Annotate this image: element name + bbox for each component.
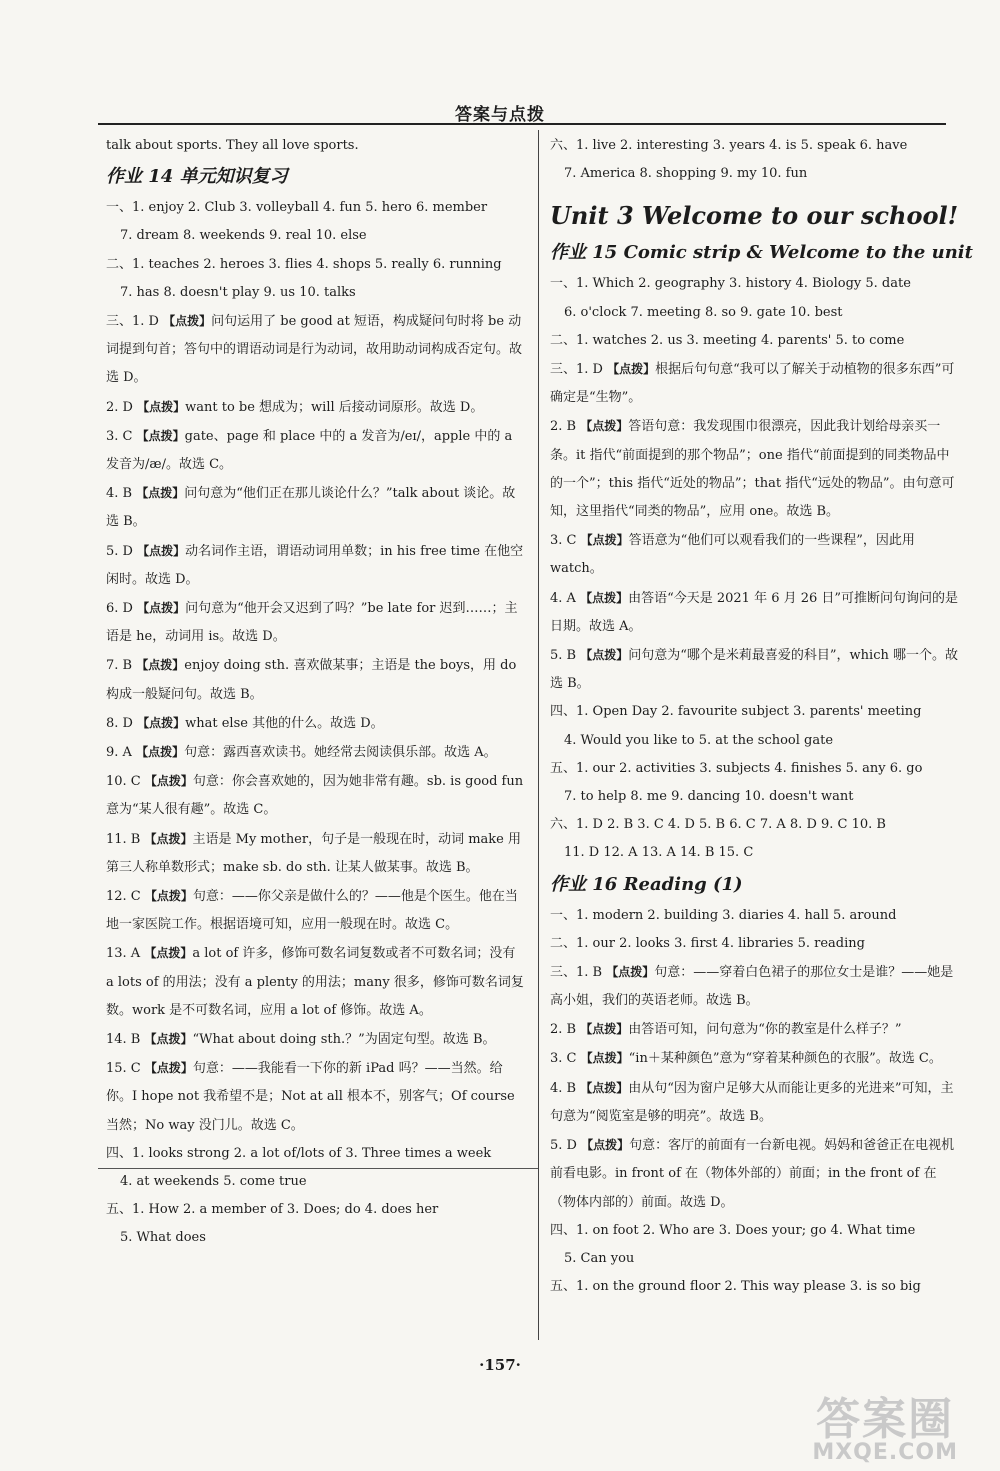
answer-explanation [106, 479, 526, 536]
tip-tag: 【点拨】 [136, 428, 185, 443]
explanation-text: 动名词作主语，谓语动词用单数；in his free time 在他空闲时。故选 D。 [106, 543, 524, 587]
answer-explanation [550, 584, 962, 641]
answer-line: 二、1. teaches 2. heroes 3. flies 4. shops 5. really 6. running [106, 256, 502, 272]
section-heading: 作业 15 Comic strip & Welcome to the unit [550, 242, 973, 264]
answer-explanation [106, 1025, 526, 1054]
tip-tag: 【点拨】 [580, 1022, 629, 1037]
tip-tag: 【点拨】 [580, 647, 629, 662]
answer-key: 4. B [550, 1080, 581, 1096]
section-heading: 作业 16 Reading (1) [550, 873, 743, 895]
answer-explanation [106, 738, 526, 767]
answer-explanation [106, 767, 526, 824]
answer-line: 6. o'clock 7. meeting 8. so 9. gate 10. best [564, 304, 843, 320]
tip-tag: 【点拨】 [144, 831, 193, 846]
answer-line: 7. to help 8. me 9. dancing 10. doesn't want [564, 788, 854, 804]
answer-key: 三、1. D [106, 313, 164, 329]
explanation-text: 由从句“因为窗户足够大从而能让更多的光进来”可知，主句意为“阅览室是够的明亮”。故选 B。 [550, 1080, 954, 1124]
answer-key: 7. B [106, 658, 137, 674]
answer-key: 8. D [106, 715, 138, 731]
tip-tag: 【点拨】 [580, 533, 629, 548]
answer-key: 3. C [550, 533, 581, 549]
unit-title: Unit 3 Welcome to our school! [550, 201, 959, 231]
explanation-text: 句意：露西喜欢读书。她经常去阅读俱乐部。故选 A。 [184, 744, 497, 760]
answer-explanation [106, 393, 526, 422]
answer-line: 六、1. D 2. B 3. C 4. D 5. B 6. C 7. A 8. D 9. C 10. B [550, 817, 886, 833]
explanation-text: 问句意为“他开会又迟到了吗？”be late for 迟到……；主语是 he，动词用 is。故选 D。 [106, 600, 518, 645]
watermark-text: 答案圈 [816, 1394, 955, 1445]
column-divider [538, 130, 539, 1340]
tip-tag: 【点拨】 [137, 543, 186, 558]
tip-tag: 【点拨】 [137, 600, 186, 615]
page-header-title: 答案与点拨 [455, 105, 545, 125]
answer-explanation [106, 939, 526, 1025]
answer-explanation [106, 422, 526, 479]
tip-tag: 【点拨】 [136, 658, 185, 673]
answer-key: 3. C [550, 1051, 581, 1067]
section-heading: 作业 14 单元知识复习 [106, 166, 288, 188]
tip-tag: 【点拨】 [606, 964, 655, 979]
answer-key: 5. D [106, 543, 138, 559]
tip-tag: 【点拨】 [580, 419, 629, 434]
answer-explanation [550, 355, 962, 412]
answer-line: 一、1. modern 2. building 3. diaries 4. hall 5. around [550, 907, 897, 923]
answer-explanation [550, 1074, 962, 1131]
answer-key: 14. B [106, 1032, 145, 1048]
answer-line: 四、1. Open Day 2. favourite subject 3. parents' meeting [550, 704, 922, 720]
answer-key: 12. C [106, 889, 145, 904]
explanation-text: 由答语“今天是 2021 年 6 月 26 日”可推断问句询问的是日期。故选 A。 [550, 590, 959, 634]
explanation-text: 由答语可知，问句意为“你的教室是什么样子？” [628, 1022, 902, 1038]
answer-explanation [550, 1015, 962, 1044]
explanation-text: 问句意为“哪个是米莉最喜爱的科目”，which 哪一个。故选 B。 [550, 647, 958, 692]
answer-explanation [106, 307, 526, 393]
answer-key: 11. B [106, 831, 145, 847]
tip-tag: 【点拨】 [144, 889, 193, 903]
explanation-text: 答语意为“他们可以观看我们的一些课程”，因此用 watch。 [550, 533, 915, 577]
tip-tag: 【点拨】 [580, 590, 629, 605]
answer-key: 3. C [106, 428, 137, 444]
explanation-text: 句意：——你父亲是做什么的？——他是个医生。他在当地一家医院工作。根据语境可知，应用一般现在时。故选 C。 [106, 889, 518, 933]
explanation-text: gate、page 和 place 中的 a 发音为/eɪ/，apple 中的 a 发音为/æ/。故选 C。 [106, 428, 513, 472]
watermark-logo [812, 1394, 958, 1465]
answer-line: talk about sports. They all love sports. [106, 138, 359, 153]
explanation-text: what else 其他的什么。故选 D。 [185, 715, 384, 731]
answer-key: 4. A [550, 590, 581, 606]
answer-key: 三、1. D [550, 361, 608, 377]
watermark-url: MXQE.COM [812, 1440, 958, 1465]
explanation-text: want to be 想成为；will 后接动词原形。故选 D。 [185, 399, 484, 415]
answer-line: 5. What does [120, 1230, 206, 1246]
answer-line: 7. dream 8. weekends 9. real 10. else [120, 228, 367, 244]
explanation-text: “What about doing sth.？”为固定句型。故选 B。 [192, 1032, 496, 1048]
explanation-text: 句意：——穿着白色裙子的那位女士是谁？——她是高小姐，我们的英语老师。故选 B。 [550, 964, 954, 1009]
answer-key: 15. C [106, 1061, 145, 1077]
answer-line: 五、1. our 2. activities 3. subjects 4. finishes 5. any 6. go [550, 760, 923, 776]
answer-explanation [550, 526, 962, 583]
tip-tag: 【点拨】 [136, 744, 185, 759]
answer-line: 四、1. looks strong 2. a lot of/lots of 3. Three times a week [106, 1145, 492, 1161]
answer-explanation [550, 412, 962, 526]
answer-key: 4. B [106, 486, 137, 502]
answer-line: 4. Would you like to 5. at the school gate [564, 732, 834, 748]
answer-key: 2. B [550, 419, 581, 435]
explanation-text: 问句运用了 be good at 短语，构成疑问句时将 be 动词提到句首；答句中的谓语动词是行为动词，故用助动词构成否定句。故选 D。 [106, 313, 523, 386]
tip-tag: 【点拨】 [163, 313, 212, 328]
answer-line: 11. D 12. A 13. A 14. B 15. C [564, 845, 754, 861]
answer-key: 9. A [106, 744, 137, 760]
answer-key: 三、1. B [550, 964, 607, 980]
answer-line: 4. at weekends 5. come true [120, 1174, 307, 1190]
answer-key: 5. D [550, 1138, 582, 1154]
tip-tag: 【点拨】 [144, 1032, 193, 1047]
header-rule [98, 123, 946, 125]
answer-key: 6. D [106, 600, 138, 616]
answer-line: 六、1. live 2. interesting 3. years 4. is 5. speak 6. have [550, 138, 908, 153]
explanation-text: 主语是 My mother，句子是一般现在时，动词 make 用第三人称单数形式；make sb. do sth. 让某人做某事。故选 B。 [106, 831, 522, 875]
answer-line: 7. America 8. shopping 9. my 10. fun [564, 166, 808, 182]
answer-explanation [106, 1054, 526, 1140]
answer-key: 2. B [550, 1022, 581, 1038]
tip-tag: 【点拨】 [137, 399, 186, 414]
tip-tag: 【点拨】 [137, 715, 186, 730]
answer-explanation [106, 882, 526, 939]
left-column [106, 132, 526, 1253]
tip-tag: 【点拨】 [144, 774, 193, 789]
tip-tag: 【点拨】 [607, 361, 656, 376]
answer-line: 二、1. our 2. looks 3. first 4. libraries 5. reading [550, 935, 865, 951]
explanation-text: enjoy doing sth. 喜欢做某事；主语是 the boys，用 do 构成一般疑问句。故选 B。 [106, 658, 517, 702]
tip-tag: 【点拨】 [136, 486, 185, 501]
tip-tag: 【点拨】 [144, 946, 193, 961]
answer-explanation [106, 709, 526, 738]
answer-line: 一、1. Which 2. geography 3. history 4. Biology 5. date [550, 276, 911, 292]
answer-explanation [550, 1131, 962, 1217]
answer-key: 10. C [106, 774, 145, 790]
answer-key: 13. A [106, 946, 145, 962]
explanation-text: 句意：——我能看一下你的新 iPad 吗？——当然。给你。I hope not 我希望不是；Not at all 根本不，别客气；Of course 当然；No way 没门儿。故选 C。 [106, 1061, 515, 1133]
explanation-text: 根据后句句意“我可以了解关于动植物的很多东西”可确定是“生物”。 [550, 361, 955, 406]
answer-key: 5. B [550, 647, 581, 663]
explanation-text: a lot of 许多，修饰可数名词复数或者不可数名词；没有 a lots of 的用法；没有 a plenty 的用法；many 很多，修饰可数名词复数。work 是不可数名词，应用 a lot of 修饰。故选 A。 [106, 946, 524, 1018]
answer-line: 5. Can you [564, 1250, 635, 1266]
right-column [550, 132, 973, 1301]
explanation-text: “in＋某种颜色”意为“穿着某种颜色的衣服”。故选 C。 [628, 1051, 942, 1067]
explanation-text: 句意：客厅的前面有一台新电视。妈妈和爸爸正在电视机前看电影。in front of 在（物体外部的）前面；in the front of 在（物体内部的）前面。故选 D。 [550, 1138, 955, 1210]
answer-line: 7. has 8. doesn't play 9. us 10. talks [120, 284, 356, 300]
page-number: ·157· [479, 1356, 521, 1374]
answer-explanation [106, 594, 526, 651]
answer-line: 四、1. on foot 2. Who are 3. Does your; go 4. What time [550, 1222, 916, 1238]
answer-explanation [106, 825, 526, 882]
answer-key: 2. D [106, 399, 138, 415]
answer-line: 一、1. enjoy 2. Club 3. volleyball 4. fun 5. hero 6. member [106, 200, 488, 216]
answer-explanation [550, 1044, 962, 1073]
answer-line: 二、1. watches 2. us 3. meeting 4. parents' 5. to come [550, 332, 905, 348]
answer-explanation [106, 537, 526, 594]
explanation-text: 答语句意：我发现围巾很漂亮，因此我计划给母亲买一条。it 指代“前面提到的那个物品”；one 指代“前面提到的同类物品中的一个”；this 指代“近处的物品”；that 指代“远处的物品”。由句意可知，这里指代“同类的物品”，应用 one。故选 B。 [550, 419, 955, 519]
answer-line: 五、1. on the ground floor 2. This way please 3. is so big [550, 1279, 921, 1295]
explanation-text: 问句意为“他们正在那儿谈论什么？”talk about 谈论。故选 B。 [106, 486, 516, 530]
explanation-text: 句意：你会喜欢她的，因为她非常有趣。sb. is good fun 意为“某人很有趣”。故选 C。 [106, 774, 524, 818]
answer-explanation [550, 958, 962, 1015]
tip-tag: 【点拨】 [580, 1051, 629, 1066]
tip-tag: 【点拨】 [580, 1080, 629, 1095]
answer-explanation [106, 651, 526, 708]
answer-explanation [550, 641, 962, 698]
tip-tag: 【点拨】 [581, 1138, 630, 1153]
answer-line: 五、1. How 2. a member of 3. Does; do 4. does her [106, 1202, 439, 1218]
tip-tag: 【点拨】 [144, 1061, 193, 1076]
